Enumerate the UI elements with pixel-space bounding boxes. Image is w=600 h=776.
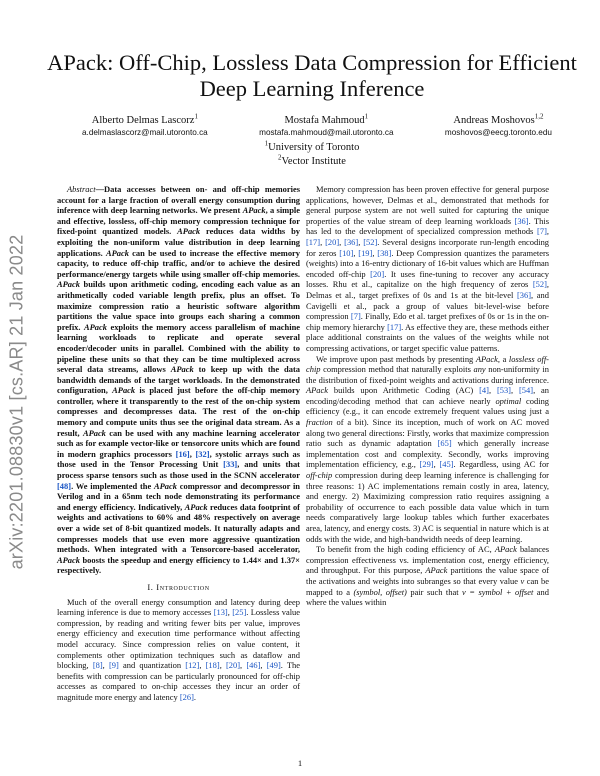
citation-link[interactable]: [36] bbox=[516, 289, 532, 300]
left-column bbox=[57, 184, 300, 703]
section-heading-introduction: I. Introduction bbox=[147, 581, 210, 592]
author-email[interactable]: a.delmaslascorz@mail.utoronto.ca bbox=[82, 128, 208, 137]
author-name: Alberto Delmas Lascorz bbox=[91, 115, 195, 126]
citation-link[interactable]: [8] bbox=[92, 660, 103, 671]
author-3 bbox=[444, 112, 552, 138]
citation-link[interactable]: [26] bbox=[179, 691, 194, 702]
abstract: Abstract—Data accesses between on- and off-chip memories account for a large fraction of overall energy consumption during inference with deep learning networks. We present APack, a simple and effective, lossless, off-chip memory compression technique for fixed-point quantized models. APack reduces data widths by exploiting the non-uniform value distribution in deep learning applications. APack can be used to increase the effective memory capacity, to reduce off-chip traffic, and/or to achieve the desired performance/energy targets while using smaller off-chip memories. APack builds upon arithmetic coding, encoding each value as an arithmetically coded variable length prefix, plus an offset. To maximize compression ratio a heuristic software algorithm partitions the value space into groups each sharing a common prefix. APack exploits the memory access parallelism of machine learning workloads to replicate and operate several encoder/decoder units in parallel. Combined with the ability to pipeline these units so that they can be time multiplexed across several data streams, allows APack to keep up with the data bandwidth demands of the target workloads. In the demonstrated configuration, APack is placed just before the off-chip memory controller, where it transparently to the rest of the on-chip system compresses and decompresses data. The rest of the on-chip memory and compute units thus see the original data stream. As a result, APack can be used with any machine learning accelerator such as for example vector-like or tensorcore units which are found in modern graphics processors [16], [32], systolic arrays such as those used in the Tensor Processing Unit [33], and units that process sparse tensors such as those used in the SCNN accelerator [48]. We implemented the APack compressor and decompressor in Verilog and in a 65nm tech node demonstrating its performance and energy efficiency. Indicatively, APack reduces data footprint of weights and activations to 60% and 48% respectively on average over a wide set of 8-bit quantized models. It naturally adapts and compresses models that use even more aggressive quantization methods. When integrated with a Tensorcore-based accelerator, APack boosts the speedup and energy efficiency to 1.44× and 1.37× respectively. bbox=[57, 184, 301, 576]
author-email[interactable]: mostafa.mahmoud@mail.utoronto.ca bbox=[259, 128, 394, 137]
citation-link[interactable]: [38] bbox=[377, 247, 392, 258]
author-name: Mostafa Mahmoud bbox=[284, 115, 365, 126]
citation-link[interactable]: [7] bbox=[537, 226, 547, 237]
citation-link[interactable]: [25] bbox=[232, 607, 247, 618]
citation-link[interactable]: [17] bbox=[387, 321, 402, 332]
citation-link[interactable]: [33] bbox=[223, 459, 238, 470]
citation-link[interactable]: [45] bbox=[439, 459, 454, 470]
intro-paragraph: Much of the overall energy consumption and latency during deep learning inference is due to memory accesses [13], [25]. Lossless value compression, by reading and writing fewer bits per value, improves energy efficiency and execution time performance without affecting model accuracy. Since compression relies on value content, it complements other optimization techniques such as dataflow and blocking, [8], [9] and quantization [12], [18], [20], [46], [49]. The benefits with compression can be particularly pronounced for off-chip accesses as compared to on-chip accesses they incur an order of magnitude more energy and latency [26]. bbox=[57, 596, 301, 702]
affiliation-1: $^1$University of Toronto bbox=[264, 139, 360, 153]
author-1 bbox=[82, 112, 208, 138]
citation-link[interactable]: [29] bbox=[419, 459, 434, 470]
citation-link[interactable]: [65] bbox=[437, 438, 452, 449]
citation-link[interactable]: [9] bbox=[108, 660, 119, 671]
citation-link[interactable]: [20] bbox=[370, 268, 385, 279]
citation-link[interactable]: [20] bbox=[325, 236, 340, 247]
affiliation-2: $^2$Vector Institute bbox=[278, 153, 346, 167]
author-list bbox=[82, 112, 552, 138]
author-affil-mark: 1 bbox=[364, 112, 369, 121]
citation-link[interactable]: [36] bbox=[514, 215, 529, 226]
citation-link[interactable]: [48] bbox=[57, 480, 72, 491]
paper-title: APack: Off-Chip, Lossless Data Compression for Efficient Deep Learning Inference bbox=[47, 50, 577, 101]
citation-link[interactable]: [53] bbox=[496, 385, 511, 396]
citation-link[interactable]: [52] bbox=[532, 279, 547, 290]
citation-link[interactable]: [7] bbox=[350, 311, 361, 322]
body-paragraph-2: We improve upon past methods by presenting APack, a lossless off-chip compression method that naturally exploits any non-uniformity in the distribution of fixed-point weights and activations during inference. APack builds upon Arithmetic Coding (AC) [4], [53], [54], an encoding/decoding method that can achieve nearly optimal coding efficiency (e.g., it can encode extremely frequent values using just a fraction of a bit). Since its inception, much of work on AC moved along two general directions: Firstly, works that maximize compression ratio such as dynamic adaptation [65] which generally increase implementation cost and complexity. Secondly, works improving implementation efficiency, e.g., [29], [45]. Regardless, using AC for off-chip compression during deep learning inference is challenging for three reasons: 1) AC implementations remain costly in area, latency, and energy. 2) Maximizing compression ratio requires assigning a probability of occurrence to each possible data value which in turn needs comparatively large lookup tables which further exacerbates area, latency, and energy costs. 3) AC is sequential in nature which is at odds with the wide, and high-bandwidth needs of deep learning. bbox=[306, 353, 550, 544]
body-paragraph-3: To benefit from the high coding efficiency of AC, APack balances compression effectiveness vs. implementation cost, energy efficiency, and throughput. For this purpose, APack partitions the value space of the activations and weights into subranges so that every value v can be mapped to a (symbol, offset) pair such that v = symbol + offset and where the values within bbox=[306, 544, 549, 608]
author-affil-mark: 1 bbox=[194, 112, 198, 121]
citation-link[interactable]: [17] bbox=[306, 236, 321, 247]
arxiv-watermark bbox=[6, 122, 28, 682]
author-email[interactable]: moshovos@eecg.toronto.edu bbox=[444, 128, 552, 137]
citation-link[interactable]: [49] bbox=[266, 660, 281, 671]
citation-link[interactable]: [12] bbox=[185, 660, 200, 671]
author-2 bbox=[259, 112, 394, 138]
citation-link[interactable]: [46] bbox=[246, 660, 261, 671]
citation-link[interactable]: [16] bbox=[175, 448, 190, 459]
citation-link[interactable]: [10] bbox=[339, 247, 354, 258]
citation-link[interactable]: [54] bbox=[519, 385, 534, 396]
citation-link[interactable]: [20] bbox=[225, 660, 241, 671]
author-affil-mark: 1,2 bbox=[534, 112, 544, 121]
arxiv-id: arXiv:2201.08830v1 [cs.AR] 21 Jan 2022 bbox=[6, 234, 27, 570]
author-name: Andreas Moshovos bbox=[453, 115, 535, 126]
citation-link[interactable]: [4] bbox=[479, 385, 489, 396]
citation-link[interactable]: [36] bbox=[344, 236, 359, 247]
citation-link[interactable]: [32] bbox=[195, 448, 210, 459]
citation-link[interactable]: [18] bbox=[205, 660, 220, 671]
citation-link[interactable]: [19] bbox=[358, 247, 373, 258]
citation-link[interactable]: [52] bbox=[363, 236, 378, 247]
right-column bbox=[306, 184, 549, 608]
body-paragraph-1: Memory compression has been proven effective for general purpose applications, however, Delmas et al., demonstrated that methods for general purpose system are not well suited for capturing the unique properties of the value stream of deep learning workloads [36]. This has led to the development of specialized compression methods [7], [17], [20], [36], [52]. Several designs incorporate run-length encoding for zeros [10], [19], [38]. Deep Compression quantizes the parameters (weights) into a 16-entry dictionary of 16-bit values which are Huffman encoded off-chip [20]. It uses fine-tuning to recover any accuracy losses. Rhu et al., capitalize on the high frequency of zeros [52], Delmas et al., target prefixes of 0s and 1s at the bit-level [36], and Cavigelli et al., pack a group of values bit-level-wise before compression [7]. Finally, Edo et al. target prefixes of 0s or 1s in the on-chip memory hierarchy [17]. As effective they are, these methods either place additional constraints on the values of the weights while not compressing activations, or target specific value patterns. bbox=[306, 184, 550, 353]
page-number: 1 bbox=[297, 758, 303, 768]
citation-link[interactable]: [13] bbox=[213, 607, 228, 618]
